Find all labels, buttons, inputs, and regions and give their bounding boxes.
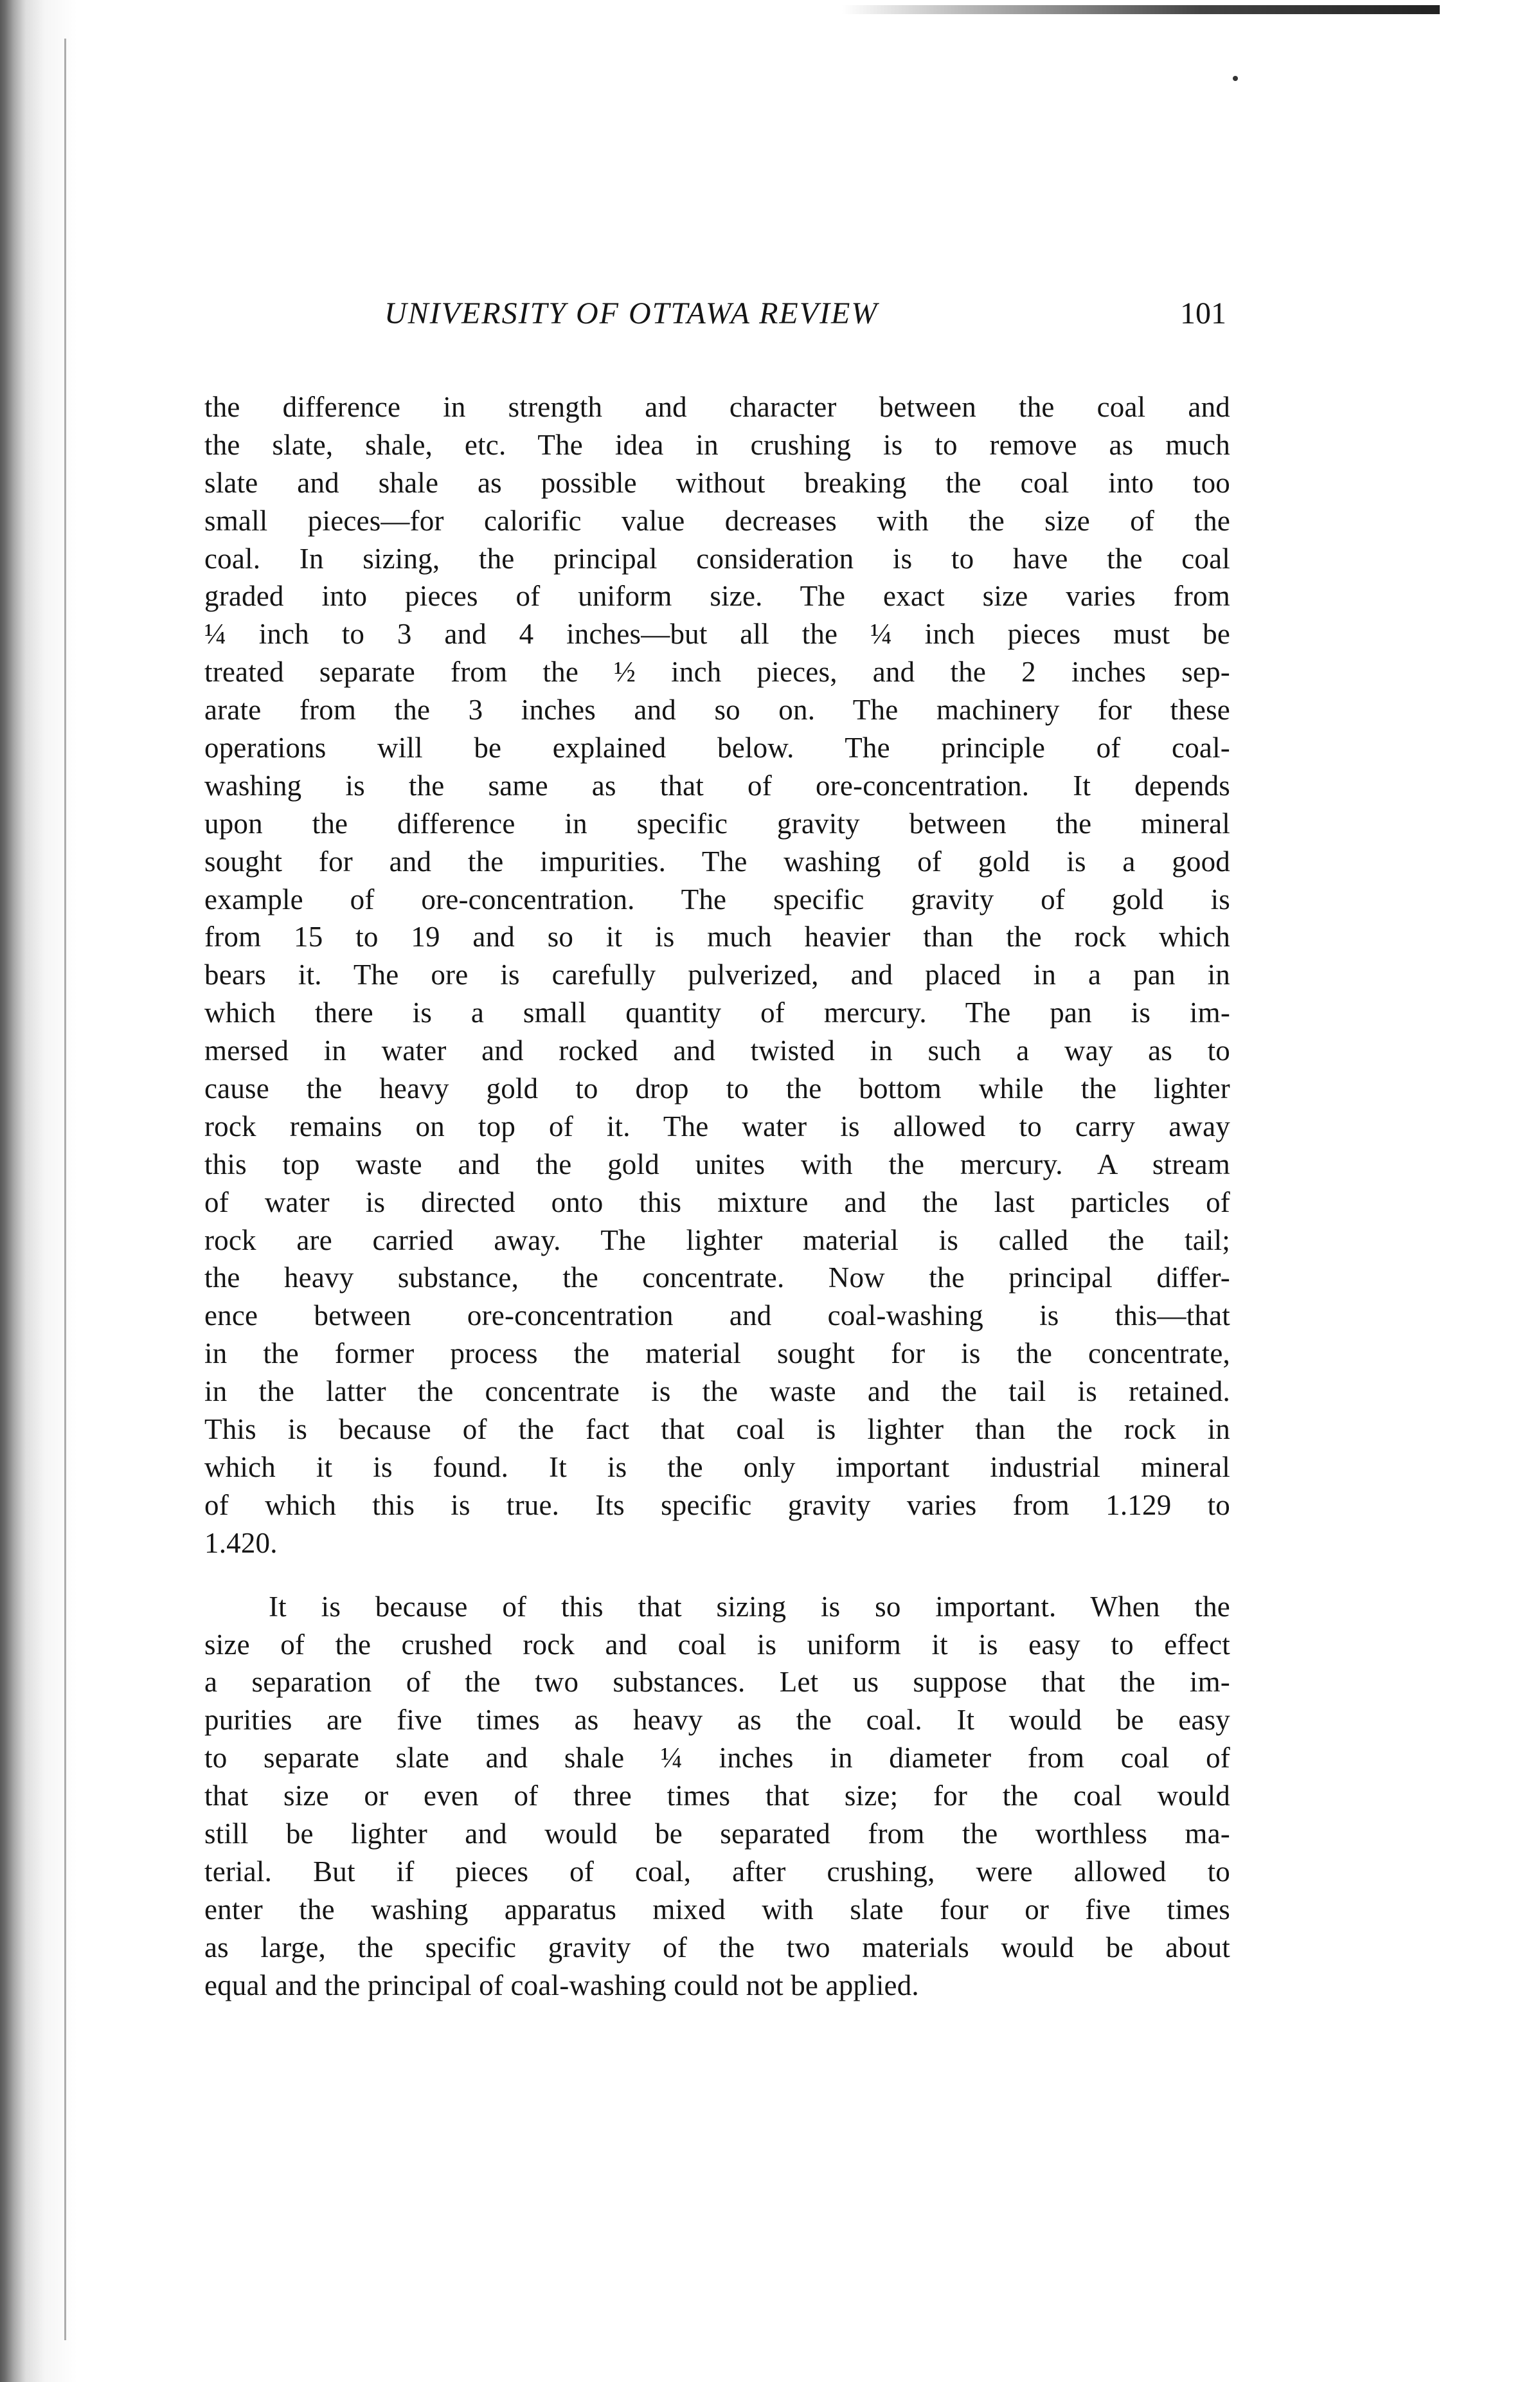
text-line: 1.420. bbox=[204, 1526, 278, 1559]
text-line: operations will be explained below. The principle of coal- bbox=[204, 732, 1230, 764]
text-line: from 15 to 19 and so it is much heavier than the rock which bbox=[204, 921, 1230, 953]
text-line: that size or even of three times that size; for the coal would bbox=[204, 1780, 1230, 1812]
text-line: which there is a small quantity of mercury. The pan is im- bbox=[204, 997, 1230, 1029]
text-line: of which this is true. Its specific gravity varies from 1.129 to bbox=[204, 1488, 1230, 1521]
text-line: equal and the principal of coal-washing could not be applied. bbox=[204, 1969, 919, 2001]
page-number: 101 bbox=[1180, 296, 1226, 330]
text-line: bears it. The ore is carefully pulverized, and placed in a pan in bbox=[204, 959, 1230, 991]
text-line: size of the crushed rock and coal is uniform it is easy to effect bbox=[204, 1628, 1230, 1661]
paragraph bbox=[204, 388, 1230, 1562]
text-line: slate and shale as possible without breaking the coal into too bbox=[204, 466, 1230, 499]
text-line: in the former process the material sought for is the concentrate, bbox=[204, 1337, 1230, 1370]
text-line: a separation of the two substances. Let us suppose that the im- bbox=[204, 1666, 1230, 1699]
text-line: which it is found. It is the only important industrial mineral bbox=[204, 1450, 1230, 1483]
text-line: this top waste and the gold unites with the mercury. A stream bbox=[204, 1148, 1230, 1180]
text-line: purities are five times as heavy as the coal. It would be easy bbox=[204, 1704, 1230, 1737]
text-line: ¼ inch to 3 and 4 inches—but all the ¼ inch pieces must be bbox=[204, 618, 1230, 651]
text-line: cause the heavy gold to drop to the bottom while the lighter bbox=[204, 1072, 1230, 1105]
text-line: the slate, shale, etc. The idea in crushing is to remove as much bbox=[204, 428, 1230, 461]
scan-top-edge-mark bbox=[842, 5, 1440, 14]
text-line: of water is directed onto this mixture and the last particles of bbox=[204, 1186, 1230, 1218]
text-line: to separate slate and shale ¼ inches in diameter from coal of bbox=[204, 1742, 1230, 1774]
text-line: sought for and the impurities. The washing of gold is a good bbox=[204, 845, 1230, 878]
text-line: example of ore-concentration. The specific gravity of gold is bbox=[204, 883, 1230, 916]
text-line: mersed in water and rocked and twisted in such a way as to bbox=[204, 1034, 1230, 1067]
text-line: small pieces—for calorific value decreases with the size of the bbox=[204, 504, 1230, 537]
text-line: treated separate from the ½ inch pieces, and the 2 inches sep- bbox=[204, 656, 1230, 689]
text-line: enter the washing apparatus mixed with slate four or five times bbox=[204, 1893, 1230, 1926]
text-line: This is because of the fact that coal is lighter than the rock in bbox=[204, 1413, 1230, 1446]
text-line: the difference in strength and character between the coal and bbox=[204, 391, 1230, 423]
paragraph-gap bbox=[204, 1562, 1230, 1588]
scan-binding-edge-line bbox=[64, 39, 66, 2340]
scan-speck bbox=[1233, 76, 1238, 81]
journal-title: UNIVERSITY OF OTTAWA REVIEW bbox=[384, 296, 879, 330]
text-line: rock remains on top of it. The water is allowed to carry away bbox=[204, 1110, 1230, 1142]
text-line: the heavy substance, the concentrate. Now the principal differ- bbox=[204, 1261, 1230, 1294]
paragraph bbox=[204, 1588, 1230, 2005]
text-line: still be lighter and would be separated from the worthless ma- bbox=[204, 1817, 1230, 1850]
text-line: ence between ore-concentration and coal-washing is this—that bbox=[204, 1299, 1230, 1332]
text-line: It is because of this that sizing is so important. When the bbox=[269, 1590, 1230, 1623]
text-line: as large, the specific gravity of the two materials would be about bbox=[204, 1931, 1230, 1963]
text-line: in the latter the concentrate is the waste and the tail is retained. bbox=[204, 1375, 1230, 1408]
text-line: arate from the 3 inches and so on. The machinery for these bbox=[204, 694, 1230, 726]
text-line: washing is the same as that of ore-concentration. It depends bbox=[204, 769, 1230, 802]
running-head bbox=[384, 296, 1226, 347]
text-line: rock are carried away. The lighter material is called the tail; bbox=[204, 1223, 1230, 1256]
text-line: coal. In sizing, the principal consideration is to have the coal bbox=[204, 542, 1230, 575]
text-line: graded into pieces of uniform size. The exact size varies from bbox=[204, 580, 1230, 613]
article-body bbox=[204, 388, 1230, 2004]
text-line: upon the difference in specific gravity between the mineral bbox=[204, 807, 1230, 840]
text-line: terial. But if pieces of coal, after crushing, were allowed to bbox=[204, 1855, 1230, 1888]
